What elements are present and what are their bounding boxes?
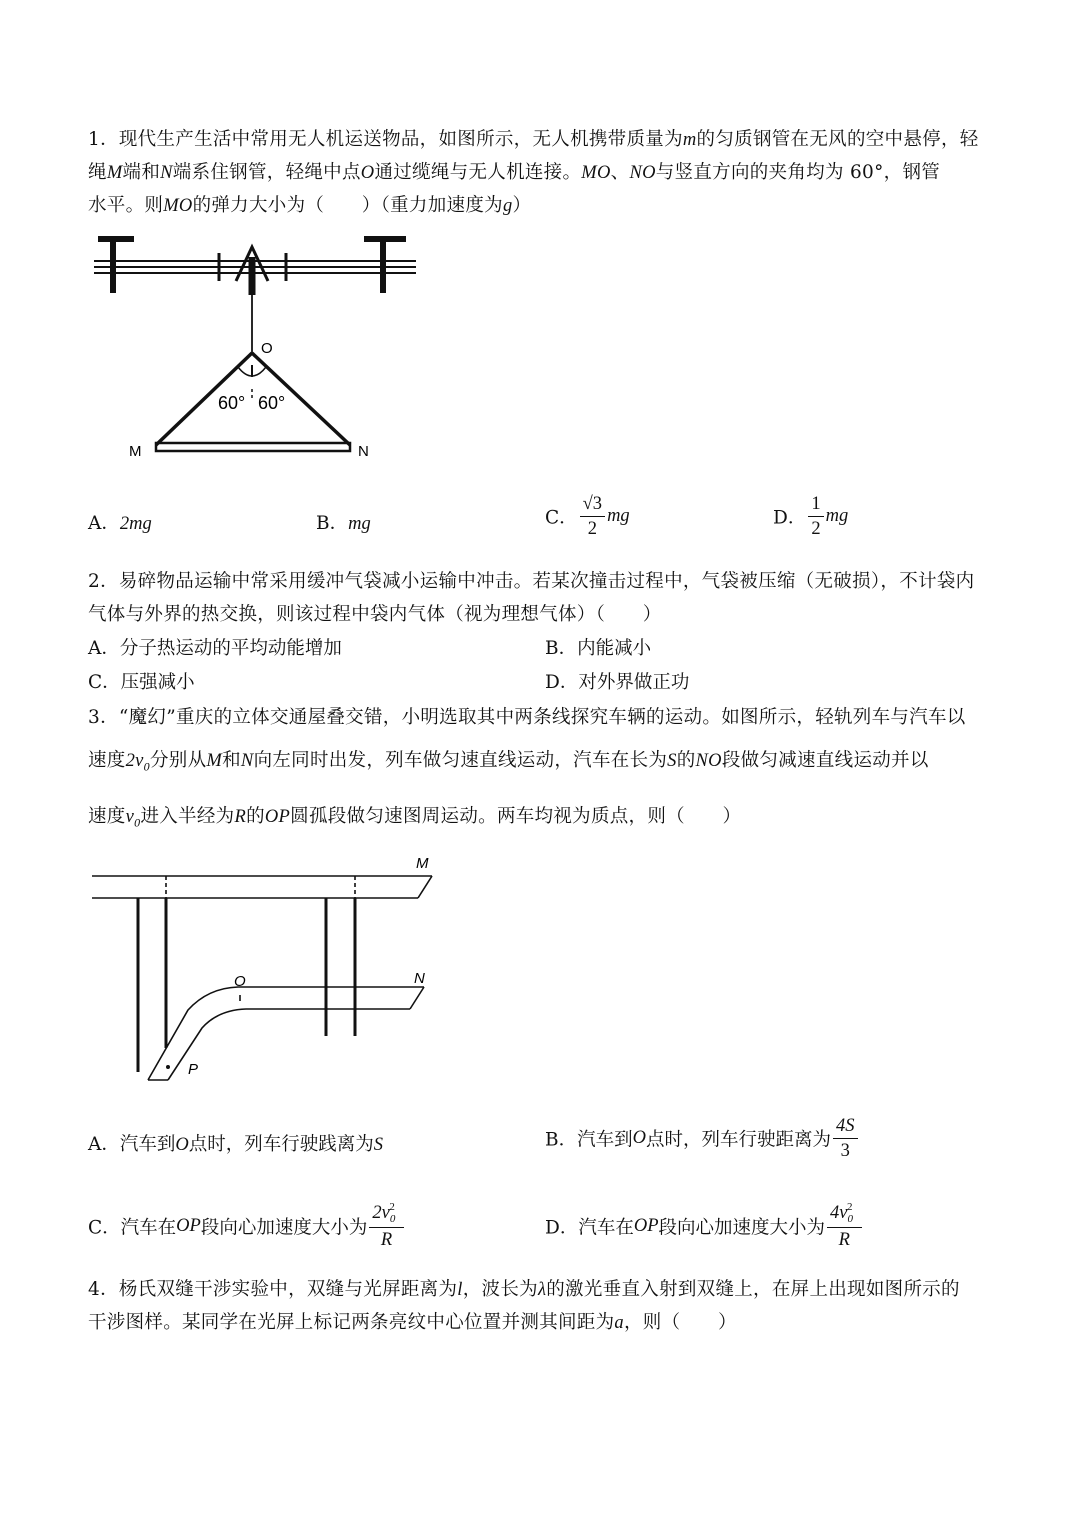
var-S: S bbox=[667, 751, 677, 771]
label-O: O bbox=[234, 973, 246, 990]
q1-text: 端和 bbox=[122, 162, 161, 183]
q1-text: 的弹力大小为（ ）（重力加速度为 bbox=[192, 195, 503, 216]
fraction-numerator bbox=[369, 1201, 403, 1228]
q1-text: 端系住钢管，轻绳中点 bbox=[172, 162, 361, 183]
angle-left-label: 60° bbox=[218, 393, 246, 413]
var-MO: MO bbox=[163, 196, 193, 216]
numerator-text: 2v bbox=[372, 1203, 390, 1223]
option-text: 段向心加速度大小为 bbox=[200, 1217, 368, 1239]
var-O: O bbox=[175, 1135, 189, 1155]
var-S: S bbox=[373, 1135, 384, 1155]
q1-text: 绳 bbox=[88, 162, 107, 183]
q3-option-c[interactable] bbox=[88, 1201, 406, 1252]
var-l: l bbox=[457, 1280, 463, 1300]
option-label: B． bbox=[316, 513, 349, 534]
var-NO: NO bbox=[629, 163, 656, 183]
var-2v0: 2v bbox=[125, 751, 144, 771]
q3-line-2 bbox=[88, 746, 929, 775]
fraction-denominator: R bbox=[838, 1230, 850, 1250]
q4-line-1 bbox=[88, 1275, 960, 1301]
sub-sup bbox=[389, 1201, 401, 1225]
option-value: 2mg bbox=[119, 514, 152, 534]
var-MO: MO bbox=[581, 163, 611, 183]
fraction-denominator: 2 bbox=[587, 519, 597, 539]
var-g: g bbox=[502, 196, 513, 216]
q1-text: 的匀质钢管在无风的空中悬停，轻 bbox=[696, 129, 979, 150]
numerator-text: 4v bbox=[830, 1203, 848, 1223]
fraction-denominator: R bbox=[380, 1230, 393, 1250]
q2-option-d[interactable]: D．对外界做正功 bbox=[545, 672, 690, 693]
option-text: 段向心加速度大小为 bbox=[658, 1217, 826, 1239]
fraction-numerator: √3 bbox=[580, 492, 605, 517]
q2-line-2: 气体与外界的热交换，则该过程中袋内气体（视为理想气体）（ ） bbox=[88, 604, 662, 625]
var-M: M bbox=[106, 163, 123, 183]
var-lambda: λ bbox=[537, 1280, 547, 1300]
q3-text: 向左同时出发，列车做匀速直线运动，汽车在长为 bbox=[253, 750, 668, 771]
q3-text: 段做匀减速直线运动并以 bbox=[721, 750, 929, 771]
fraction-numerator: 4S bbox=[833, 1114, 858, 1139]
label-M: M bbox=[129, 443, 142, 460]
q1-text: 通过缆绳与无人机连接。 bbox=[374, 162, 582, 183]
q1-option-b[interactable] bbox=[316, 509, 371, 535]
q1-text: ） bbox=[512, 195, 532, 216]
var-O: O bbox=[360, 163, 375, 183]
fraction-numerator: 1 bbox=[808, 492, 823, 517]
label-M: M bbox=[416, 855, 429, 872]
var-NO: NO bbox=[695, 751, 722, 771]
q3-option-b[interactable] bbox=[545, 1114, 860, 1163]
q3-option-a[interactable] bbox=[88, 1130, 383, 1156]
q2-line-1: 2．易碎物品运输中常采用缓冲气袋减小运输中冲击。若某次撞击过程中，气袋被压缩（无破损），不计袋内 bbox=[88, 571, 975, 592]
q1-option-d[interactable] bbox=[773, 492, 848, 541]
q3-text: 分别从 bbox=[149, 750, 207, 771]
label-N: N bbox=[358, 443, 369, 460]
q1-line-1 bbox=[88, 125, 979, 151]
var-R: R bbox=[234, 807, 247, 827]
q1-text: 与竖直方向的夹角均为 60°，钢管 bbox=[655, 162, 941, 183]
var-OP: OP bbox=[264, 807, 291, 827]
var-a: a bbox=[614, 1313, 624, 1333]
option-text: 点时，列车行驶践离为 bbox=[188, 1134, 374, 1155]
q2-option-c[interactable]: C．压强减小 bbox=[88, 672, 195, 693]
fraction-denominator: 2 bbox=[811, 519, 821, 539]
fraction-denominator: 3 bbox=[840, 1141, 850, 1161]
q3-line-1: 3．“魔幻”重庆的立体交通屋叠交错，小明选取其中两条线探究车辆的运动。如图所示，轻轨列车与汽车以 bbox=[88, 707, 966, 728]
option-label: C． bbox=[545, 507, 578, 529]
q2-option-a[interactable]: A．分子热运动的平均动能增加 bbox=[88, 638, 342, 659]
fraction-4S-over-3 bbox=[833, 1114, 858, 1163]
var-v0: v bbox=[125, 807, 135, 827]
q4-text: 的激光垂直入射到双缝上，在屏上出现如图所示的 bbox=[546, 1279, 960, 1300]
angle-right-label: 60° bbox=[258, 393, 286, 413]
option-label: D． bbox=[773, 507, 807, 529]
option-text: D．汽车在 bbox=[545, 1217, 634, 1239]
sub-sup bbox=[847, 1201, 859, 1225]
var-M: M bbox=[206, 751, 223, 771]
fraction-2v0sq-over-R bbox=[369, 1201, 403, 1252]
option-text: C．汽车在 bbox=[88, 1217, 177, 1239]
q1-line-2 bbox=[88, 158, 940, 184]
superscript-2: 2 bbox=[847, 1201, 853, 1213]
subscript-0: 0 bbox=[143, 759, 150, 774]
q3-line-3 bbox=[88, 802, 741, 831]
superscript-2: 2 bbox=[389, 1201, 395, 1213]
option-value: mg bbox=[607, 506, 630, 526]
fraction-1-over-2 bbox=[808, 492, 823, 541]
var-N: N bbox=[240, 751, 254, 771]
q3-text: 的 bbox=[676, 750, 696, 771]
q4-text: 干涉图样。某同学在光屏上标记两条亮纹中心位置并测其间距为 bbox=[88, 1312, 615, 1333]
q1-line-3 bbox=[88, 191, 531, 217]
option-text: A．汽车到 bbox=[88, 1134, 176, 1155]
q1-text: 1．现代生产生活中常用无人机运送物品，如图所示，无人机携带质量为 bbox=[88, 129, 683, 150]
option-text: 点时，列车行驶距离为 bbox=[645, 1129, 831, 1151]
subscript-0: 0 bbox=[134, 815, 141, 830]
q2-option-b[interactable]: B．内能减小 bbox=[545, 638, 652, 659]
var-N: N bbox=[160, 163, 173, 183]
q4-text: ，波长为 bbox=[462, 1279, 538, 1300]
q4-text: 4．杨氏双缝干涉实验中，双缝与光屏距离为 bbox=[88, 1279, 458, 1300]
label-N: N bbox=[414, 970, 425, 987]
q3-traffic-figure bbox=[88, 850, 448, 1085]
var-m: m bbox=[682, 130, 697, 150]
q1-text: 、 bbox=[610, 162, 630, 183]
var-O: O bbox=[632, 1128, 646, 1148]
q1-option-a[interactable] bbox=[88, 509, 152, 535]
var-OP: OP bbox=[176, 1216, 201, 1236]
q3-text: 进入半经为 bbox=[140, 806, 235, 827]
fraction-numerator bbox=[827, 1201, 861, 1228]
q3-option-d[interactable] bbox=[545, 1201, 864, 1252]
option-label: A． bbox=[88, 513, 120, 534]
subscript-0: 0 bbox=[847, 1213, 853, 1225]
subscript-0: 0 bbox=[389, 1213, 396, 1225]
option-text: B．汽车到 bbox=[545, 1129, 633, 1151]
q3-text: 圆孤段做匀速图周运动。两车均视为质点，则（ ） bbox=[290, 806, 742, 827]
var-OP: OP bbox=[633, 1216, 659, 1236]
q3-text: 的 bbox=[246, 806, 265, 827]
q1-text: 水平。则 bbox=[88, 195, 164, 216]
fraction-sqrt3-over-2 bbox=[580, 492, 605, 541]
label-P: P bbox=[188, 1061, 199, 1078]
option-value: mg bbox=[825, 506, 849, 526]
q3-text: 速度 bbox=[88, 806, 126, 827]
q1-option-c[interactable] bbox=[545, 492, 630, 541]
q3-text: 和 bbox=[222, 750, 241, 771]
q3-text: 速度 bbox=[88, 750, 126, 771]
q4-text: ，则（ ） bbox=[623, 1312, 737, 1333]
fraction-4v0sq-over-R bbox=[827, 1201, 861, 1252]
label-O: O bbox=[261, 340, 273, 357]
q4-line-2 bbox=[88, 1308, 737, 1334]
q1-drone-figure bbox=[88, 225, 428, 470]
option-value: mg bbox=[348, 514, 371, 534]
